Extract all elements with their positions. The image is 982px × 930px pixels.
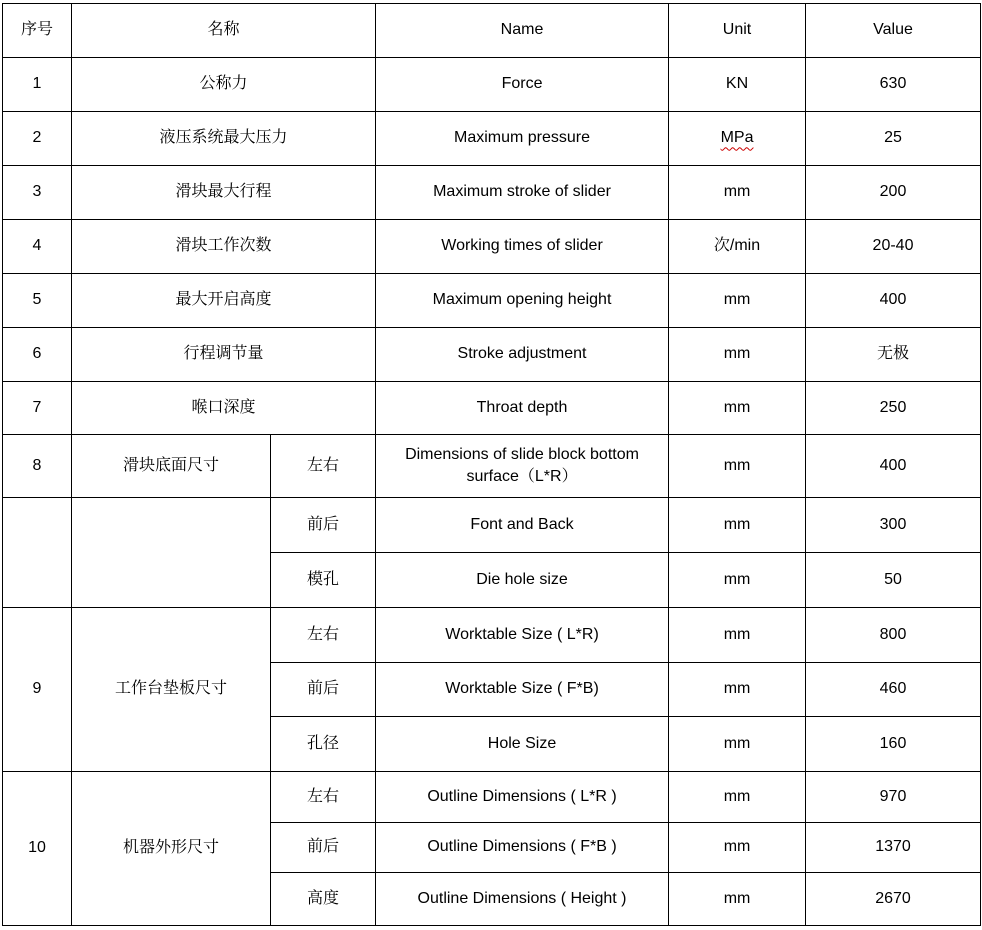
row-7-unit: mm	[669, 382, 806, 435]
row-3-value: 200	[806, 166, 981, 220]
row-6-name-en: Stroke adjustment	[376, 328, 669, 382]
row-2-unit	[669, 112, 806, 166]
row-4-name-cn: 滑块工作次数	[72, 220, 376, 274]
row-9b-name-en: Worktable Size ( F*B)	[376, 663, 669, 717]
row-8b-name-empty	[72, 498, 271, 608]
row-3-name-en: Maximum stroke of slider	[376, 166, 669, 220]
row-4-value: 20-40	[806, 220, 981, 274]
row-10a-name-en: Outline Dimensions ( L*R )	[376, 772, 669, 823]
row-10b-sub-label: 前后	[271, 823, 376, 873]
row-8b-no-empty	[3, 498, 72, 608]
table-row	[3, 220, 981, 274]
row-2-name-cn: 液压系统最大压力	[72, 112, 376, 166]
row-2-no: 2	[3, 112, 72, 166]
table-row	[3, 772, 981, 823]
table-row	[3, 498, 981, 553]
table-row	[3, 112, 981, 166]
row-8b-name-en: Font and Back	[376, 498, 669, 553]
row-8b-value: 300	[806, 498, 981, 553]
row-10a-value: 970	[806, 772, 981, 823]
row-9-name-cn: 工作台垫板尺寸	[72, 608, 271, 772]
row-10b-name-en: Outline Dimensions ( F*B )	[376, 823, 669, 873]
row-6-unit: mm	[669, 328, 806, 382]
row-2-value: 25	[806, 112, 981, 166]
row-10a-unit: mm	[669, 772, 806, 823]
row-10c-unit: mm	[669, 873, 806, 926]
row-3-name-cn: 滑块最大行程	[72, 166, 376, 220]
row-8c-value: 50	[806, 553, 981, 608]
row-6-no: 6	[3, 328, 72, 382]
row-8b-sub-label: 前后	[271, 498, 376, 553]
row-8c-name-en: Die hole size	[376, 553, 669, 608]
header-name-cn: 名称	[72, 4, 376, 58]
table-row	[3, 166, 981, 220]
row-6-name-cn: 行程调节量	[72, 328, 376, 382]
row-8-name-cn: 滑块底面尺寸	[72, 435, 271, 498]
row-1-unit: KN	[669, 58, 806, 112]
row-1-name-cn: 公称力	[72, 58, 376, 112]
spellcheck-underline-text: MPa	[720, 129, 754, 147]
table-row	[3, 435, 981, 498]
row-5-name-cn: 最大开启高度	[72, 274, 376, 328]
row-3-no: 3	[3, 166, 72, 220]
row-5-no: 5	[3, 274, 72, 328]
table-row	[3, 58, 981, 112]
table-row	[3, 382, 981, 435]
row-9c-sub-label: 孔径	[271, 717, 376, 772]
header-unit: Unit	[669, 4, 806, 58]
row-5-name-en: Maximum opening height	[376, 274, 669, 328]
row-9b-value: 460	[806, 663, 981, 717]
header-value: Value	[806, 4, 981, 58]
row-9c-unit: mm	[669, 717, 806, 772]
row-6-value: 无极	[806, 328, 981, 382]
row-1-value: 630	[806, 58, 981, 112]
row-9a-sub-label: 左右	[271, 608, 376, 663]
row-1-name-en: Force	[376, 58, 669, 112]
row-10a-sub-label: 左右	[271, 772, 376, 823]
row-8b-unit: mm	[669, 498, 806, 553]
row-10-name-cn: 机器外形尺寸	[72, 772, 271, 926]
row-5-value: 400	[806, 274, 981, 328]
row-5-unit: mm	[669, 274, 806, 328]
row-8-value: 400	[806, 435, 981, 498]
row-4-unit: 次/min	[669, 220, 806, 274]
row-9b-unit: mm	[669, 663, 806, 717]
row-7-no: 7	[3, 382, 72, 435]
row-9c-value: 160	[806, 717, 981, 772]
table-row	[3, 274, 981, 328]
row-10b-value: 1370	[806, 823, 981, 873]
row-8-sub-label: 左右	[271, 435, 376, 498]
row-7-value: 250	[806, 382, 981, 435]
table-row	[3, 328, 981, 382]
row-10-no: 10	[3, 772, 72, 926]
row-3-unit: mm	[669, 166, 806, 220]
row-9b-sub-label: 前后	[271, 663, 376, 717]
row-4-name-en: Working times of slider	[376, 220, 669, 274]
row-1-no: 1	[3, 58, 72, 112]
row-10c-name-en: Outline Dimensions ( Height )	[376, 873, 669, 926]
row-7-name-cn: 喉口深度	[72, 382, 376, 435]
row-9a-name-en: Worktable Size ( L*R)	[376, 608, 669, 663]
row-9a-value: 800	[806, 608, 981, 663]
table-row	[3, 608, 981, 663]
row-8c-sub-label: 模孔	[271, 553, 376, 608]
header-name-en: Name	[376, 4, 669, 58]
row-10c-value: 2670	[806, 873, 981, 926]
row-2-name-en: Maximum pressure	[376, 112, 669, 166]
row-10c-sub-label: 高度	[271, 873, 376, 926]
row-7-name-en: Throat depth	[376, 382, 669, 435]
spec-table	[2, 3, 981, 926]
header-row	[3, 4, 981, 58]
row-4-no: 4	[3, 220, 72, 274]
row-8-no: 8	[3, 435, 72, 498]
header-index: 序号	[3, 4, 72, 58]
row-10b-unit: mm	[669, 823, 806, 873]
row-8-name-en: Dimensions of slide block bottom surface（L*R）	[376, 435, 669, 498]
row-8c-unit: mm	[669, 553, 806, 608]
row-9c-name-en: Hole Size	[376, 717, 669, 772]
row-9-no: 9	[3, 608, 72, 772]
row-8-unit: mm	[669, 435, 806, 498]
row-9a-unit: mm	[669, 608, 806, 663]
